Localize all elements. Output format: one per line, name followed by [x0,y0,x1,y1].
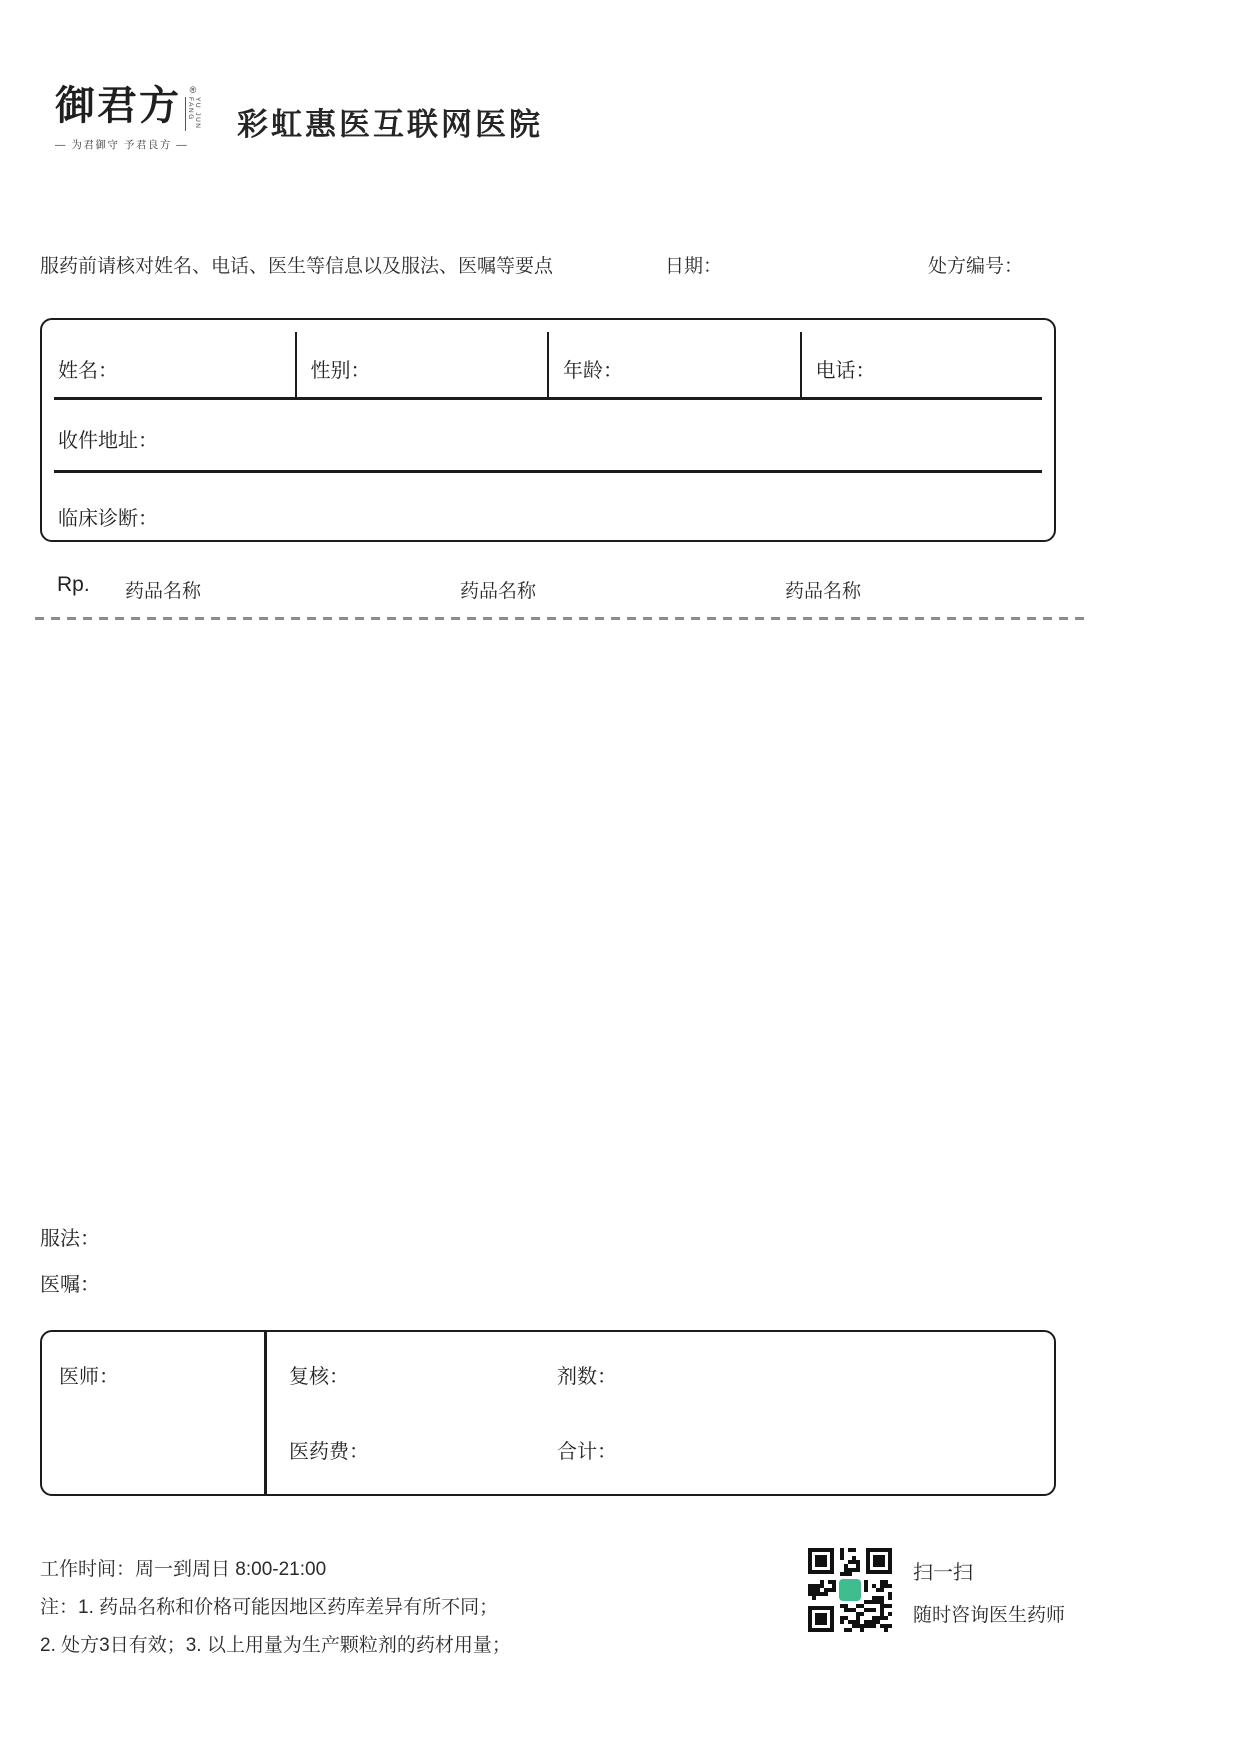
doctor-advice-field-label: 医嘱： [40,1274,100,1296]
divider-line [54,397,1042,400]
drug-name-column-header: 药品名称 [460,581,537,602]
work-hours-text: 工作时间：周一到周日 8:00-21:00 [40,1559,327,1580]
drug-name-column-header: 药品名称 [125,581,202,602]
total-field-label: 合计： [557,1441,617,1463]
brand-logo-side [185,86,201,131]
qr-code [805,1545,895,1635]
check-notice-text: 服药前请核对姓名、电话、医生等信息以及服法、医嘱等要点 [40,256,554,277]
divider-line [264,1332,267,1494]
patient-info-box [40,318,1056,542]
doses-field-label: 剂数： [557,1366,617,1388]
hospital-name: 彩虹惠医互联网医院 [237,107,543,142]
name-field-label: 姓名： [58,360,118,382]
footnote-line-1: 注：1. 药品名称和价格可能因地区药库差异有所不同； [40,1597,499,1618]
medical-fee-field-label: 医药费： [289,1441,369,1463]
qr-finder-icon [808,1548,834,1574]
qr-center-logo [837,1577,863,1603]
patient-info-row [44,332,1052,397]
registered-mark-icon: ® [189,85,197,95]
drug-name-column-header: 药品名称 [785,581,862,602]
usage-field-label: 服法： [40,1228,100,1250]
brand-logo-main [55,84,225,131]
gender-field-label: 性别： [295,332,548,397]
prescription-number-label: 处方编号： [928,256,1024,277]
divider-line [54,470,1042,473]
brand-logo-text: 御君方 [55,82,181,129]
brand-tagline: — 为君御守 予君良方 — [55,139,189,151]
footnote-line-2: 2. 处方3日有效；3. 以上用量为生产颗粒剂的药材用量； [40,1635,511,1656]
phone-field-label: 电话： [800,332,1053,397]
diagnosis-field-label: 临床诊断： [58,508,158,530]
date-label: 日期： [665,256,723,277]
signoff-box [40,1330,1056,1496]
physician-field-label: 医师： [59,1366,119,1388]
reviewer-field-label: 复核： [289,1366,349,1388]
qr-finder-icon [808,1606,834,1632]
age-field-label: 年龄： [547,332,800,397]
brand-logo [55,84,225,152]
dashed-separator [35,617,1091,620]
scan-subcaption: 随时咨询医生药师 [913,1605,1066,1626]
address-field-label: 收件地址： [58,430,158,452]
brand-logo-vertical-text: YU JUN FANG [187,97,201,130]
qr-finder-icon [866,1548,892,1574]
rp-label: Rp. [57,573,90,596]
scan-caption: 扫一扫 [913,1562,973,1584]
